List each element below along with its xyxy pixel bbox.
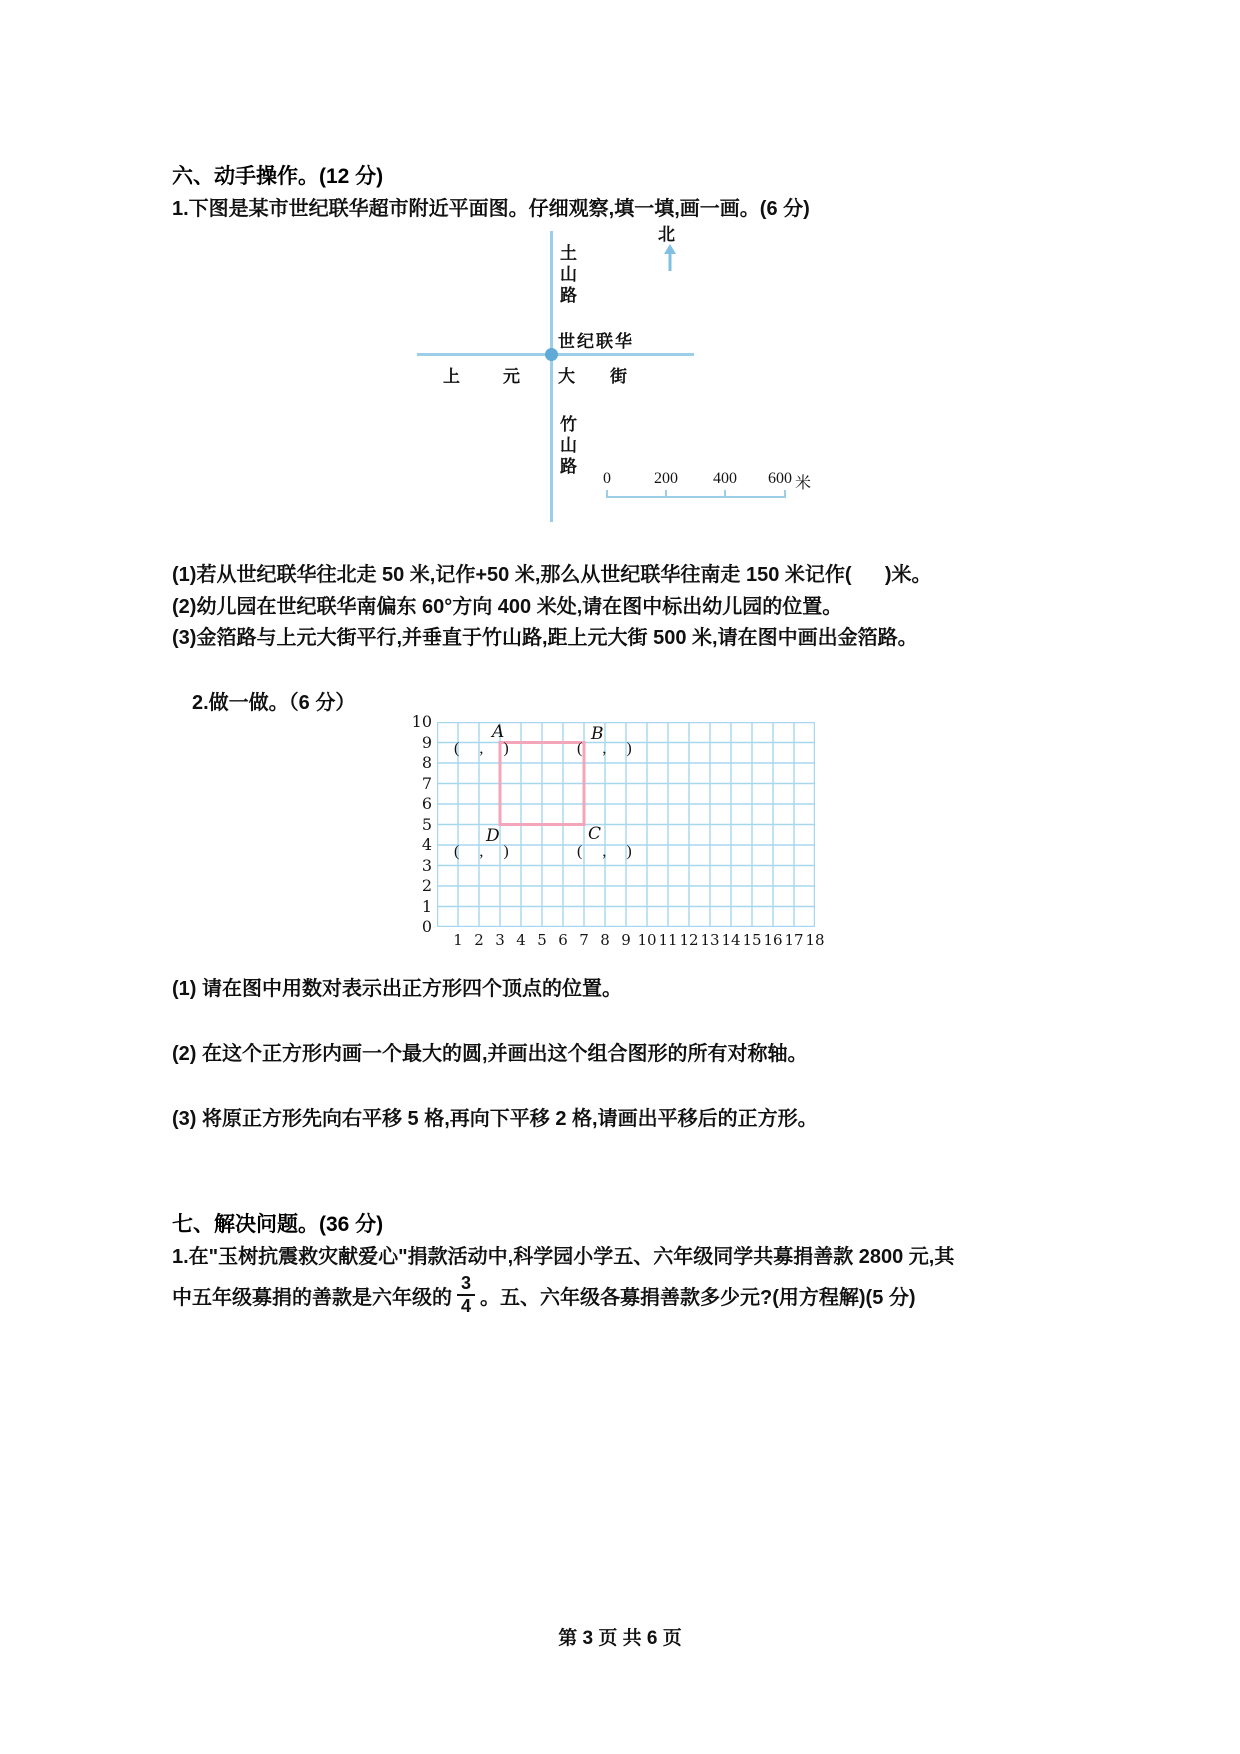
q1-line2-after: 。五、六年级各募捐善款多少元?(用方程解)(5 分) <box>480 1286 916 1309</box>
corner-label-D: D <box>486 826 500 846</box>
road-name-char: 土 <box>560 244 577 263</box>
corner-coord-D: ( , ) <box>454 843 509 860</box>
scale-bar-line <box>607 496 786 498</box>
intersection-dot <box>545 348 558 361</box>
store-label: 世纪联华 <box>558 332 634 351</box>
street-char: 大 <box>558 367 575 386</box>
grid-y-label: 5 <box>421 814 432 834</box>
scale-tick <box>784 490 786 498</box>
grid-x-label: 17 <box>784 931 804 949</box>
scale-number: 400 <box>713 470 737 487</box>
section6-title: 六、动手操作。(12 分) <box>172 165 384 188</box>
corner-label-C: C <box>588 824 602 844</box>
road-name-char: 山 <box>560 265 577 284</box>
corner-coord-C: ( , ) <box>577 843 632 860</box>
corner-coord-B: ( , ) <box>577 740 632 757</box>
grid-x-label: 7 <box>579 931 589 949</box>
road-name-char: 山 <box>560 436 577 455</box>
road-name-char: 竹 <box>560 415 577 434</box>
zhushan-road-label <box>560 414 577 477</box>
corner-coord-A: ( , ) <box>454 740 509 757</box>
street-char: 街 <box>610 367 627 386</box>
grid-x-label: 2 <box>474 931 484 949</box>
grid-x-label: 12 <box>679 931 699 949</box>
q1-line2-before: 中五年级募捐的善款是六年级的 <box>172 1286 452 1309</box>
grid-x-label: 8 <box>600 931 610 949</box>
grid-x-label: 15 <box>742 931 762 949</box>
scale-tick <box>606 490 608 498</box>
corner-label-B: B <box>591 724 604 744</box>
grid-y-label: 4 <box>421 835 432 854</box>
grid-x-label: 10 <box>637 931 657 949</box>
north-arrow-icon <box>662 244 678 272</box>
section7-q1-line1: 1.在"玉树抗震救灾献爱心"捐款活动中,科学园小学五、六年级同学共募捐善款 2800 元,其 <box>172 1246 955 1268</box>
grid-x-label: 16 <box>763 931 783 949</box>
grid-x-label: 13 <box>700 931 720 949</box>
grid-y-label: 2 <box>421 876 432 895</box>
scale-number: 200 <box>654 470 678 487</box>
street-char: 上 <box>443 367 460 386</box>
grid-y-label: 10 <box>411 712 432 731</box>
grid-x-label: 14 <box>721 931 741 949</box>
q2-part-line: (2) 在这个正方形内画一个最大的圆,并画出这个组合图形的所有对称轴。 <box>172 1043 808 1065</box>
fraction-numerator: 3 <box>457 1274 475 1296</box>
grid-x-label: 3 <box>495 931 505 949</box>
scale-number: 0 <box>603 470 611 487</box>
page-footer: 第 3 页 共 6 页 <box>558 1628 682 1649</box>
grid-x-label: 11 <box>658 931 678 949</box>
vertical-road-line <box>550 231 553 522</box>
q2-intro: 2.做一做。（6 分） <box>192 692 356 714</box>
q1-part-line: (2)幼儿园在世纪联华南偏东 60°方向 400 米处,请在图中标出幼儿园的位置。 <box>172 595 843 618</box>
grid-x-label: 18 <box>805 931 825 949</box>
scale-unit-label: 米 <box>795 475 812 492</box>
grid-x-label: 6 <box>558 931 568 949</box>
road-name-char: 路 <box>560 286 577 305</box>
grid-y-label: 7 <box>421 773 432 793</box>
q1-part-line: (3)金箔路与上元大街平行,并垂直于竹山路,距上元大街 500 米,请在图中画出金箔路。 <box>172 627 918 649</box>
road-name-char: 路 <box>560 457 577 476</box>
grid-y-label: 1 <box>421 896 432 916</box>
grid-x-label: 4 <box>516 931 526 949</box>
north-label: 北 <box>658 225 675 244</box>
q2-part-line: (1) 请在图中用数对表示出正方形四个顶点的位置。 <box>172 978 622 1000</box>
section7-q1-line2 <box>172 1268 916 1322</box>
scale-number: 600 <box>768 470 792 487</box>
scale-tick <box>724 490 726 498</box>
section6-q1-intro: 1.下图是某市世纪联华超市附近平面图。仔细观察,填一填,画一画。(6 分) <box>172 198 810 220</box>
grid-y-label: 0 <box>421 917 432 936</box>
grid-x-label: 9 <box>621 931 631 949</box>
grid-x-label: 5 <box>537 931 547 949</box>
section7-title: 七、解决问题。(36 分) <box>172 1213 384 1236</box>
corner-label-A: A <box>492 722 505 742</box>
grid-y-label: 3 <box>421 855 432 875</box>
tushan-road-label <box>560 243 577 306</box>
q1-part-line: (1)若从世纪联华往北走 50 米,记作+50 米,那么从世纪联华往南走 150 米记作( )米。 <box>172 564 932 586</box>
grid-y-label: 9 <box>421 732 432 752</box>
fraction-denominator: 4 <box>461 1296 472 1316</box>
fraction-three-fourths <box>457 1274 475 1316</box>
scale-tick <box>665 490 667 498</box>
grid-y-label: 6 <box>421 794 432 813</box>
grid-y-label: 8 <box>421 753 432 772</box>
grid-x-label: 1 <box>453 931 463 949</box>
q2-part-line: (3) 将原正方形先向右平移 5 格,再向下平移 2 格,请画出平移后的正方形。 <box>172 1108 818 1130</box>
street-char: 元 <box>503 367 520 386</box>
